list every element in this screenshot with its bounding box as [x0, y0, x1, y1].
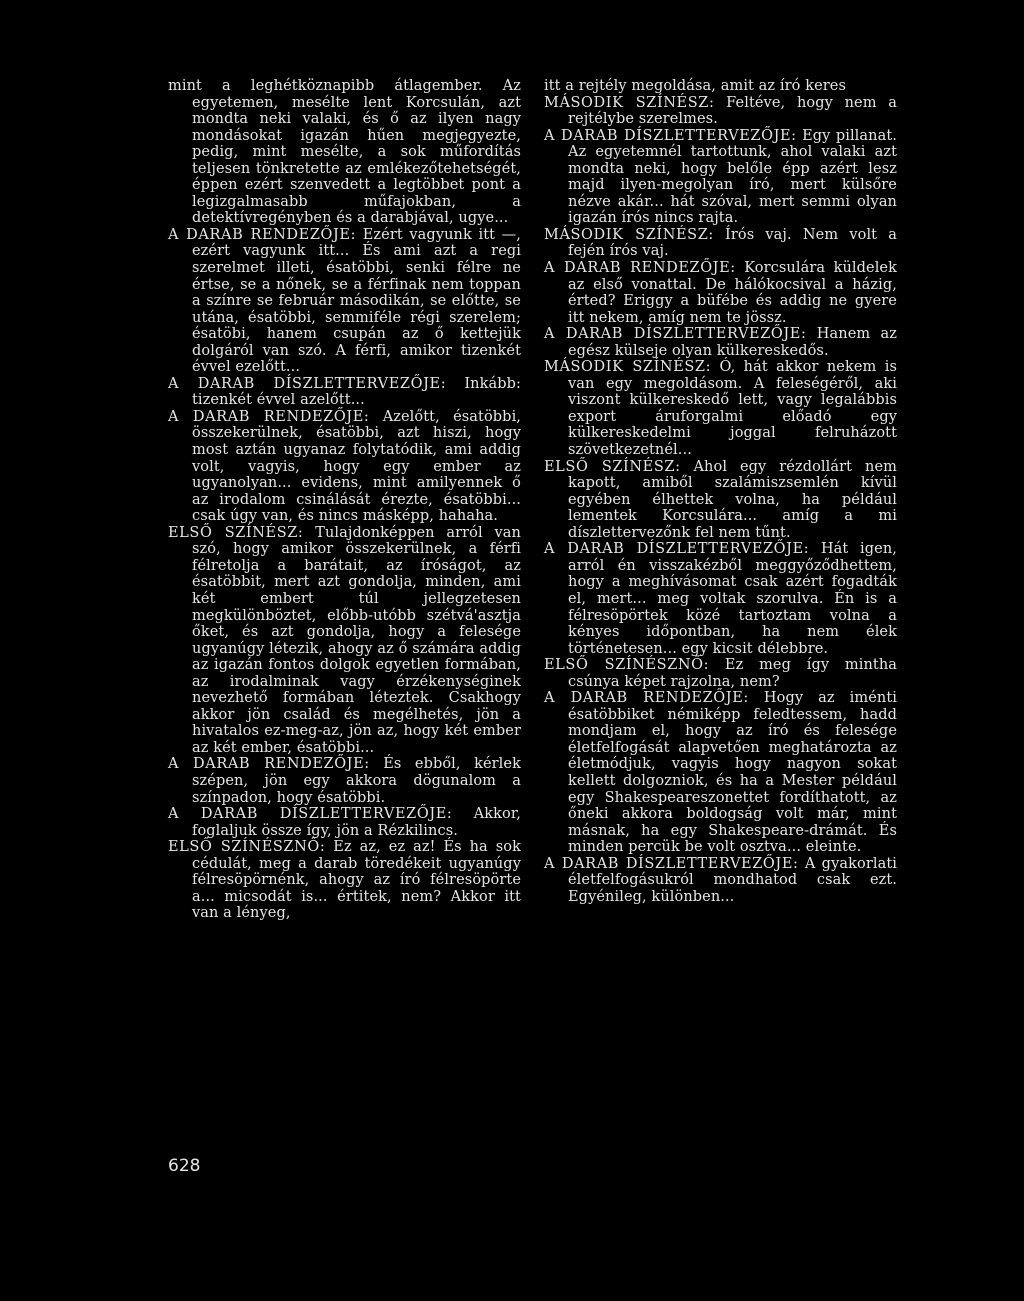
paragraph — [544, 95, 897, 128]
speaker-label: ELSŐ SZÍNÉSZNŐ: — [544, 657, 710, 674]
paragraph — [544, 657, 897, 690]
paragraph-text: Tulajdonképpen arról van szó, hogy amikor összekerülnek, a férfi félretolja a barátait, az íróságot, az ésatöbbit, mert azt gondolja, minden, ami két embert túl jellegzetesen megkülönböztet, előbb-utóbb szétvá'asztja őket, és azt gondolja, hogy a felesége ugyanúgy létezik, ahogy az ő számára addig az igazán fontos dolgok egyetlen formában, az irodalminak vagy érzékenységinek nevezhető formában léteztek. Csakhogy akkor jön család és megélhetés, jön a hivatalos ez-meg-az, jön az, hogy két ember az két ember, ésatöbbi... — [192, 524, 521, 756]
paragraph-text: Ez az, ez az! És ha sok cédulát, meg a darab töredékeit ugyanúgy félresöpörnénk, ahogy az író félresöpörte a... micsodát is... értitek, nem? Akkor itt van a lényeg, — [192, 839, 521, 922]
paragraph — [544, 326, 897, 359]
paragraph — [168, 525, 521, 757]
paragraph-text: A gyakorlati életfelfogásukról mondhatod csak ezt. Egyénileg, különben... — [568, 855, 897, 905]
speaker-label: MÁSODIK SZÍNÉSZ: — [544, 359, 712, 376]
paragraph — [544, 541, 897, 657]
paragraph — [544, 227, 897, 260]
speaker-label: A DARAB RENDEZŐJE: — [544, 690, 749, 707]
paragraph — [168, 227, 521, 376]
speaker-label: A DARAB DÍSZLETTERVEZŐJE: — [544, 541, 810, 558]
paragraph — [544, 260, 897, 326]
speaker-label: A DARAB DÍSZLETTERVEZŐJE: — [544, 326, 807, 343]
paragraph-text: Akkor, foglaljuk össze így, jön a Rézkilincs. — [192, 806, 521, 839]
speaker-label: A DARAB DÍSZLETTERVEZŐJE: — [544, 127, 797, 144]
speaker-label: ELSŐ SZÍNÉSZNŐ: — [168, 839, 326, 856]
speaker-label: A DARAB RENDEZŐJE: — [168, 226, 357, 243]
paragraph-text: Hanem az egész külseje olyan külkereskedős. — [568, 326, 897, 359]
paragraph — [168, 376, 521, 409]
paragraph-text: Egy pillanat. Az egyetemnél tartottunk, ahol valaki azt mondta neki, hogy belőle épp azért lesz majd ilyen-megolyan író, mert külsőre nézve akár... hát szóval, mert semmi olyan igazán írós nincs rajta. — [568, 127, 897, 227]
paragraph-text: Korcsulára küldelek az első vonattal. De hálókocsival a házig, érted? Eriggy a büfébe és addig ne gyere itt nekem, amíg nem te jössz. — [568, 260, 897, 326]
paragraph-text: mint a leghétköznapibb átlagember. Az egyetemen, mesélte lent Korcsulán, azt mondta neki valaki, és ő az ilyen nagy mondásokat igazán hűen megjegyezte, pedig, mint mesélte, a sok műfordítás teljesen tönkretette az emlékezőtehetségét, éppen ezért szenvedett a legtöbbet pont a legizgalmasabb műfajokban, a detektívregényben és a darabjával, ugye... — [168, 78, 521, 227]
paragraph — [168, 839, 521, 922]
speaker-label: MÁSODIK SZÍNÉSZ: — [544, 226, 714, 243]
speaker-label: A DARAB DÍSZLETTERVEZŐJE: — [168, 375, 447, 392]
paragraph-text: Ó, hát akkor nekem is van egy megoldásom. A feleségéről, aki viszont külkereskedő lett, vagy legalábbis export áruforgalmi előadó egy külkereskedelmi joggal felruházott szövetkezetnél... — [568, 359, 897, 459]
speaker-label: A DARAB RENDEZŐJE: — [544, 260, 736, 277]
paragraph — [544, 359, 897, 458]
paragraph-text: Azelőtt, ésatöbbi, összekerülnek, ésatöbbi, azt hiszi, hogy most aztán ugyanaz folytatódik, ami addig volt, vagyis, hogy egy ember az ugyanolyan... evidens, mint amilyennek ő az irodalom csinálását érezte, ésatöbbi... csak úgy van, és nincs másképp, hahaha. — [192, 408, 522, 525]
paragraph-text: És ebből, kérlek szépen, jön egy akkora dögunalom a színpadon, hogy ésatöbbi. — [192, 756, 521, 806]
paragraph-text: Ahol egy rézdollárt nem kapott, amiből szalámiszsemlén kívül egyében élhettek volna, ha például lementek Korcsulára... amíg a mi díszlettervezőnk fel nem tűnt. — [568, 458, 897, 541]
paragraph-text: Hogy az iménti ésatöbbiket némiképp feledtessem, hadd mondjam el, hogy az író és felesége életfelfogását alapvetően meghatározta az életmódjuk, vagyis hogy nagyon sokat kellett dolgozniok, és ha a Mester például egy Shakespeareszonettet fordíthatott, az őneki akkora boldogság volt már, mint másnak, ha egy Shakespeare-drámát. És minden percük be volt osztva... eleinte. — [568, 690, 897, 856]
left-column — [168, 78, 521, 922]
paragraph-text: Feltéve, hogy nem a rejtélybe szerelmes. — [568, 94, 898, 128]
paragraph — [168, 756, 521, 806]
speaker-label: A DARAB RENDEZŐJE: — [168, 756, 370, 773]
speaker-label: ELSŐ SZÍNÉSZ: — [168, 524, 304, 541]
speaker-label: A DARAB RENDEZŐJE: — [168, 408, 370, 425]
speaker-label: A DARAB DÍSZLETTERVEZŐJE: — [544, 855, 799, 872]
paragraph — [544, 856, 897, 906]
paragraph-text: Inkább: tizenkét évvel azelőtt... — [192, 375, 521, 409]
paragraph — [168, 78, 521, 227]
paragraph-text: Ez meg így mintha csúnya képet rajzolna, nem? — [568, 657, 898, 690]
paragraph-text: Hát igen, arról én visszakézből meggyőződhettem, hogy a meghívásomat csak azért fogadták el, mert... meg voltak szorulva. Én is a félresöpörtek közé tartoztam volna a kényes időpontban, ha nem élek történetesen... egy kicsit délebbre. — [568, 541, 897, 657]
page-number: 628 — [168, 1156, 201, 1176]
speaker-label: A DARAB DÍSZLETTERVEZŐJE: — [168, 806, 453, 823]
paragraph — [168, 806, 521, 839]
paragraph-text: Ezért vagyunk itt —, ezért vagyunk itt... És ami azt a regi szerelmet illeti, ésatöbbi, senki félre ne értse, se a nőnek, se a férfinak nem toppan a színre se február másodikán, se előtte, se utána, ésatöbbi, semmiféle régi szerelem; ésatöbi, hanem csupán az ő kettejük dolgáról van szó. A férfi, amikor tizenkét évvel ezelőtt... — [192, 226, 521, 376]
paragraph — [168, 409, 521, 525]
paragraph — [544, 78, 897, 95]
paragraph-text: Írós vaj. Nem volt a fején írós vaj. — [568, 226, 897, 260]
paragraph — [544, 459, 897, 542]
speaker-label: MÁSODIK SZÍNÉSZ: — [544, 94, 715, 111]
speaker-label: ELSŐ SZÍNÉSZ: — [544, 458, 681, 475]
paragraph — [544, 690, 897, 855]
paragraph — [544, 128, 897, 227]
right-column — [544, 78, 897, 905]
paragraph-text: itt a rejtély megoldása, amit az író keres — [544, 78, 847, 94]
